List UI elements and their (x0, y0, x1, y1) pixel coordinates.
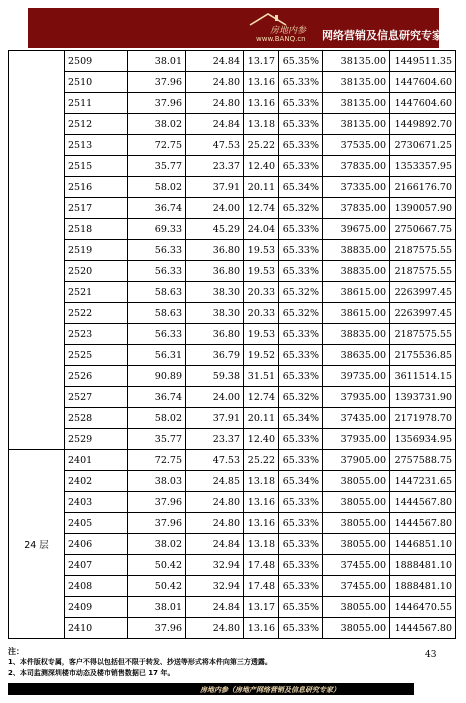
shared-area-cell: 13.16 (244, 492, 279, 513)
total-area-cell: 72.75 (128, 135, 186, 156)
usable-area-cell: 36.80 (186, 240, 244, 261)
total-area-cell: 72.75 (128, 450, 186, 471)
shared-area-cell: 19.52 (244, 345, 279, 366)
ratio-cell: 65.33% (279, 450, 323, 471)
total-area-cell: 38.01 (128, 51, 186, 72)
total-area-cell: 35.77 (128, 156, 186, 177)
usable-area-cell: 32.94 (186, 576, 244, 597)
notes-label: 注： (8, 647, 24, 656)
total-price-cell: 1447604.60 (390, 72, 456, 93)
usable-area-cell: 24.84 (186, 534, 244, 555)
ratio-cell: 65.32% (279, 198, 323, 219)
unit-price-cell: 38835.00 (323, 324, 390, 345)
total-price-cell: 2171978.70 (390, 408, 456, 429)
table-row (9, 492, 456, 513)
room-number-cell: 2528 (65, 408, 128, 429)
total-area-cell: 35.77 (128, 429, 186, 450)
room-number-cell: 2520 (65, 261, 128, 282)
table-row (9, 282, 456, 303)
total-price-cell: 1393731.90 (390, 387, 456, 408)
total-price-cell: 2757588.75 (390, 450, 456, 471)
total-area-cell: 38.01 (128, 597, 186, 618)
shared-area-cell: 13.18 (244, 471, 279, 492)
usable-area-cell: 24.80 (186, 72, 244, 93)
room-number-cell: 2408 (65, 576, 128, 597)
ratio-cell: 65.33% (279, 492, 323, 513)
room-number-cell: 2515 (65, 156, 128, 177)
shared-area-cell: 24.04 (244, 219, 279, 240)
table-row (9, 576, 456, 597)
shared-area-cell: 17.48 (244, 576, 279, 597)
room-number-cell: 2510 (65, 72, 128, 93)
unit-price-cell: 38135.00 (323, 114, 390, 135)
room-number-cell: 2402 (65, 471, 128, 492)
total-area-cell: 56.33 (128, 324, 186, 345)
ratio-cell: 65.32% (279, 282, 323, 303)
table-row (9, 513, 456, 534)
shared-area-cell: 31.51 (244, 366, 279, 387)
total-price-cell: 1447231.65 (390, 471, 456, 492)
ratio-cell: 65.33% (279, 261, 323, 282)
table-row (9, 387, 456, 408)
ratio-cell: 65.33% (279, 114, 323, 135)
room-number-cell: 2521 (65, 282, 128, 303)
total-area-cell: 37.96 (128, 72, 186, 93)
total-area-cell: 90.89 (128, 366, 186, 387)
ratio-cell: 65.34% (279, 408, 323, 429)
table-row (9, 429, 456, 450)
total-price-cell: 2187575.55 (390, 324, 456, 345)
ratio-cell: 65.33% (279, 576, 323, 597)
room-number-cell: 2512 (65, 114, 128, 135)
room-number-cell: 2516 (65, 177, 128, 198)
total-area-cell: 38.02 (128, 534, 186, 555)
shared-area-cell: 13.17 (244, 597, 279, 618)
shared-area-cell: 13.16 (244, 72, 279, 93)
room-number-cell: 2522 (65, 303, 128, 324)
ratio-cell: 65.33% (279, 219, 323, 240)
total-area-cell: 58.02 (128, 177, 186, 198)
total-price-cell: 2263997.45 (390, 282, 456, 303)
room-number-cell: 2409 (65, 597, 128, 618)
room-number-cell: 2509 (65, 51, 128, 72)
table-row (9, 555, 456, 576)
total-area-cell: 36.74 (128, 198, 186, 219)
unit-price-cell: 38135.00 (323, 72, 390, 93)
floor-label: 24 层 (9, 450, 65, 639)
usable-area-cell: 24.00 (186, 198, 244, 219)
shared-area-cell: 13.16 (244, 513, 279, 534)
room-number-cell: 2518 (65, 219, 128, 240)
usable-area-cell: 36.80 (186, 261, 244, 282)
total-area-cell: 38.03 (128, 471, 186, 492)
table-row (9, 597, 456, 618)
shared-area-cell: 17.48 (244, 555, 279, 576)
unit-price-cell: 38135.00 (323, 51, 390, 72)
total-price-cell: 1446470.55 (390, 597, 456, 618)
total-area-cell: 36.74 (128, 387, 186, 408)
ratio-cell: 65.33% (279, 135, 323, 156)
total-price-cell: 2187575.55 (390, 240, 456, 261)
table-row (9, 219, 456, 240)
room-number-cell: 2527 (65, 387, 128, 408)
ratio-cell: 65.33% (279, 345, 323, 366)
usable-area-cell: 59.38 (186, 366, 244, 387)
usable-area-cell: 24.80 (186, 492, 244, 513)
total-price-cell: 2187575.55 (390, 261, 456, 282)
ratio-cell: 65.33% (279, 72, 323, 93)
shared-area-cell: 20.33 (244, 303, 279, 324)
room-number-cell: 2525 (65, 345, 128, 366)
total-area-cell: 56.31 (128, 345, 186, 366)
usable-area-cell: 24.80 (186, 513, 244, 534)
logo-text: 房地内参 (270, 26, 307, 36)
unit-price-cell: 38055.00 (323, 471, 390, 492)
usable-area-cell: 45.29 (186, 219, 244, 240)
unit-price-cell: 39675.00 (323, 219, 390, 240)
unit-price-cell: 38055.00 (323, 597, 390, 618)
ratio-cell: 65.33% (279, 513, 323, 534)
shared-area-cell: 19.53 (244, 240, 279, 261)
room-number-cell: 2407 (65, 555, 128, 576)
sales-table (8, 50, 456, 639)
usable-area-cell: 24.84 (186, 597, 244, 618)
shared-area-cell: 13.17 (244, 51, 279, 72)
ratio-cell: 65.35% (279, 51, 323, 72)
usable-area-cell: 23.37 (186, 429, 244, 450)
shared-area-cell: 13.18 (244, 114, 279, 135)
total-price-cell: 1353357.95 (390, 156, 456, 177)
unit-price-cell: 38835.00 (323, 261, 390, 282)
unit-price-cell: 37935.00 (323, 429, 390, 450)
ratio-cell: 65.33% (279, 93, 323, 114)
usable-area-cell: 24.80 (186, 93, 244, 114)
shared-area-cell: 13.16 (244, 618, 279, 639)
note-item: 1、本件版权专属，客户不得以包括但不限于转发、抄送等形式将本件向第三方透露。 (8, 658, 272, 666)
table-row (9, 261, 456, 282)
ratio-cell: 65.33% (279, 324, 323, 345)
ratio-cell: 65.33% (279, 240, 323, 261)
ratio-cell: 65.33% (279, 555, 323, 576)
usable-area-cell: 38.30 (186, 303, 244, 324)
usable-area-cell: 36.79 (186, 345, 244, 366)
total-area-cell: 38.02 (128, 114, 186, 135)
unit-price-cell: 38055.00 (323, 618, 390, 639)
table-row (9, 198, 456, 219)
table-row (9, 93, 456, 114)
unit-price-cell: 39735.00 (323, 366, 390, 387)
room-number-cell: 2526 (65, 366, 128, 387)
page-number: 43 (425, 650, 437, 660)
table-row (9, 618, 456, 639)
usable-area-cell: 37.91 (186, 177, 244, 198)
usable-area-cell: 37.91 (186, 408, 244, 429)
table-body (9, 51, 456, 639)
shared-area-cell: 20.33 (244, 282, 279, 303)
total-price-cell: 1446851.10 (390, 534, 456, 555)
shared-area-cell: 20.11 (244, 177, 279, 198)
total-price-cell: 2166176.70 (390, 177, 456, 198)
room-number-cell: 2523 (65, 324, 128, 345)
room-number-cell: 2511 (65, 93, 128, 114)
table-row (9, 534, 456, 555)
room-number-cell: 2519 (65, 240, 128, 261)
ratio-cell: 65.33% (279, 534, 323, 555)
total-price-cell: 1449511.35 (390, 51, 456, 72)
table-row (9, 345, 456, 366)
usable-area-cell: 24.84 (186, 51, 244, 72)
usable-area-cell: 47.53 (186, 450, 244, 471)
usable-area-cell: 32.94 (186, 555, 244, 576)
total-area-cell: 56.33 (128, 261, 186, 282)
unit-price-cell: 38055.00 (323, 513, 390, 534)
usable-area-cell: 24.80 (186, 618, 244, 639)
ratio-cell: 65.32% (279, 303, 323, 324)
unit-price-cell: 37905.00 (323, 450, 390, 471)
usable-area-cell: 24.00 (186, 387, 244, 408)
room-number-cell: 2405 (65, 513, 128, 534)
usable-area-cell: 36.80 (186, 324, 244, 345)
unit-price-cell: 38635.00 (323, 345, 390, 366)
unit-price-cell: 37835.00 (323, 198, 390, 219)
shared-area-cell: 19.53 (244, 324, 279, 345)
room-number-cell: 2406 (65, 534, 128, 555)
shared-area-cell: 13.16 (244, 93, 279, 114)
total-price-cell: 2263997.45 (390, 303, 456, 324)
table-row (9, 408, 456, 429)
ratio-cell: 65.33% (279, 156, 323, 177)
room-number-cell: 2529 (65, 429, 128, 450)
brand-logo (248, 12, 318, 46)
shared-area-cell: 12.74 (244, 198, 279, 219)
total-price-cell: 1888481.10 (390, 576, 456, 597)
unit-price-cell: 38055.00 (323, 534, 390, 555)
unit-price-cell: 37835.00 (323, 156, 390, 177)
usable-area-cell: 38.30 (186, 282, 244, 303)
header-title: 网络营销及信息研究专家 (322, 29, 443, 42)
ratio-cell: 65.34% (279, 177, 323, 198)
floor-label (9, 51, 65, 450)
ratio-cell: 65.33% (279, 366, 323, 387)
table-row (9, 366, 456, 387)
shared-area-cell: 12.74 (244, 387, 279, 408)
table-row (9, 72, 456, 93)
table-row (9, 450, 456, 471)
table-row (9, 471, 456, 492)
table-row (9, 177, 456, 198)
room-number-cell: 2401 (65, 450, 128, 471)
room-number-cell: 2517 (65, 198, 128, 219)
total-area-cell: 69.33 (128, 219, 186, 240)
note-item: 2、本司监测深圳楼市动态及楼市销售数据已 17 年。 (8, 669, 175, 677)
unit-price-cell: 37535.00 (323, 135, 390, 156)
unit-price-cell: 38135.00 (323, 93, 390, 114)
total-price-cell: 2750667.75 (390, 219, 456, 240)
total-price-cell: 1447604.60 (390, 93, 456, 114)
usable-area-cell: 24.85 (186, 471, 244, 492)
total-area-cell: 58.02 (128, 408, 186, 429)
table-row (9, 324, 456, 345)
notes (8, 646, 414, 686)
usable-area-cell: 23.37 (186, 156, 244, 177)
unit-price-cell: 37455.00 (323, 576, 390, 597)
unit-price-cell: 38835.00 (323, 240, 390, 261)
total-area-cell: 37.96 (128, 618, 186, 639)
table-row (9, 303, 456, 324)
total-area-cell: 58.63 (128, 282, 186, 303)
usable-area-cell: 47.53 (186, 135, 244, 156)
room-number-cell: 2403 (65, 492, 128, 513)
table-row (9, 156, 456, 177)
shared-area-cell: 19.53 (244, 261, 279, 282)
total-area-cell: 50.42 (128, 576, 186, 597)
total-area-cell: 58.63 (128, 303, 186, 324)
footer-text: 房地内参（房地产网络营销及信息研究专家） (200, 685, 340, 694)
table-row (9, 114, 456, 135)
unit-price-cell: 38615.00 (323, 282, 390, 303)
total-price-cell: 3611514.15 (390, 366, 456, 387)
table-row (9, 240, 456, 261)
total-price-cell: 1390057.90 (390, 198, 456, 219)
total-area-cell: 56.33 (128, 240, 186, 261)
table-row (9, 135, 456, 156)
shared-area-cell: 12.40 (244, 156, 279, 177)
ratio-cell: 65.33% (279, 429, 323, 450)
total-price-cell: 1888481.10 (390, 555, 456, 576)
room-number-cell: 2410 (65, 618, 128, 639)
total-area-cell: 50.42 (128, 555, 186, 576)
total-price-cell: 1444567.80 (390, 513, 456, 534)
total-area-cell: 37.96 (128, 93, 186, 114)
logo-url: www.BANQ.cn (256, 35, 306, 43)
unit-price-cell: 38615.00 (323, 303, 390, 324)
total-area-cell: 37.96 (128, 492, 186, 513)
room-number-cell: 2513 (65, 135, 128, 156)
unit-price-cell: 37435.00 (323, 408, 390, 429)
total-price-cell: 1444567.80 (390, 492, 456, 513)
unit-price-cell: 38055.00 (323, 492, 390, 513)
shared-area-cell: 12.40 (244, 429, 279, 450)
total-price-cell: 2730671.25 (390, 135, 456, 156)
total-price-cell: 1449892.70 (390, 114, 456, 135)
shared-area-cell: 25.22 (244, 135, 279, 156)
ratio-cell: 65.33% (279, 618, 323, 639)
total-price-cell: 2175536.85 (390, 345, 456, 366)
table-row (9, 51, 456, 72)
ratio-cell: 65.32% (279, 387, 323, 408)
ratio-cell: 65.35% (279, 597, 323, 618)
ratio-cell: 65.34% (279, 471, 323, 492)
usable-area-cell: 24.84 (186, 114, 244, 135)
unit-price-cell: 37335.00 (323, 177, 390, 198)
shared-area-cell: 13.18 (244, 534, 279, 555)
total-price-cell: 1356934.95 (390, 429, 456, 450)
shared-area-cell: 25.22 (244, 450, 279, 471)
total-area-cell: 37.96 (128, 513, 186, 534)
unit-price-cell: 37455.00 (323, 555, 390, 576)
total-price-cell: 1444567.80 (390, 618, 456, 639)
unit-price-cell: 37935.00 (323, 387, 390, 408)
shared-area-cell: 20.11 (244, 408, 279, 429)
